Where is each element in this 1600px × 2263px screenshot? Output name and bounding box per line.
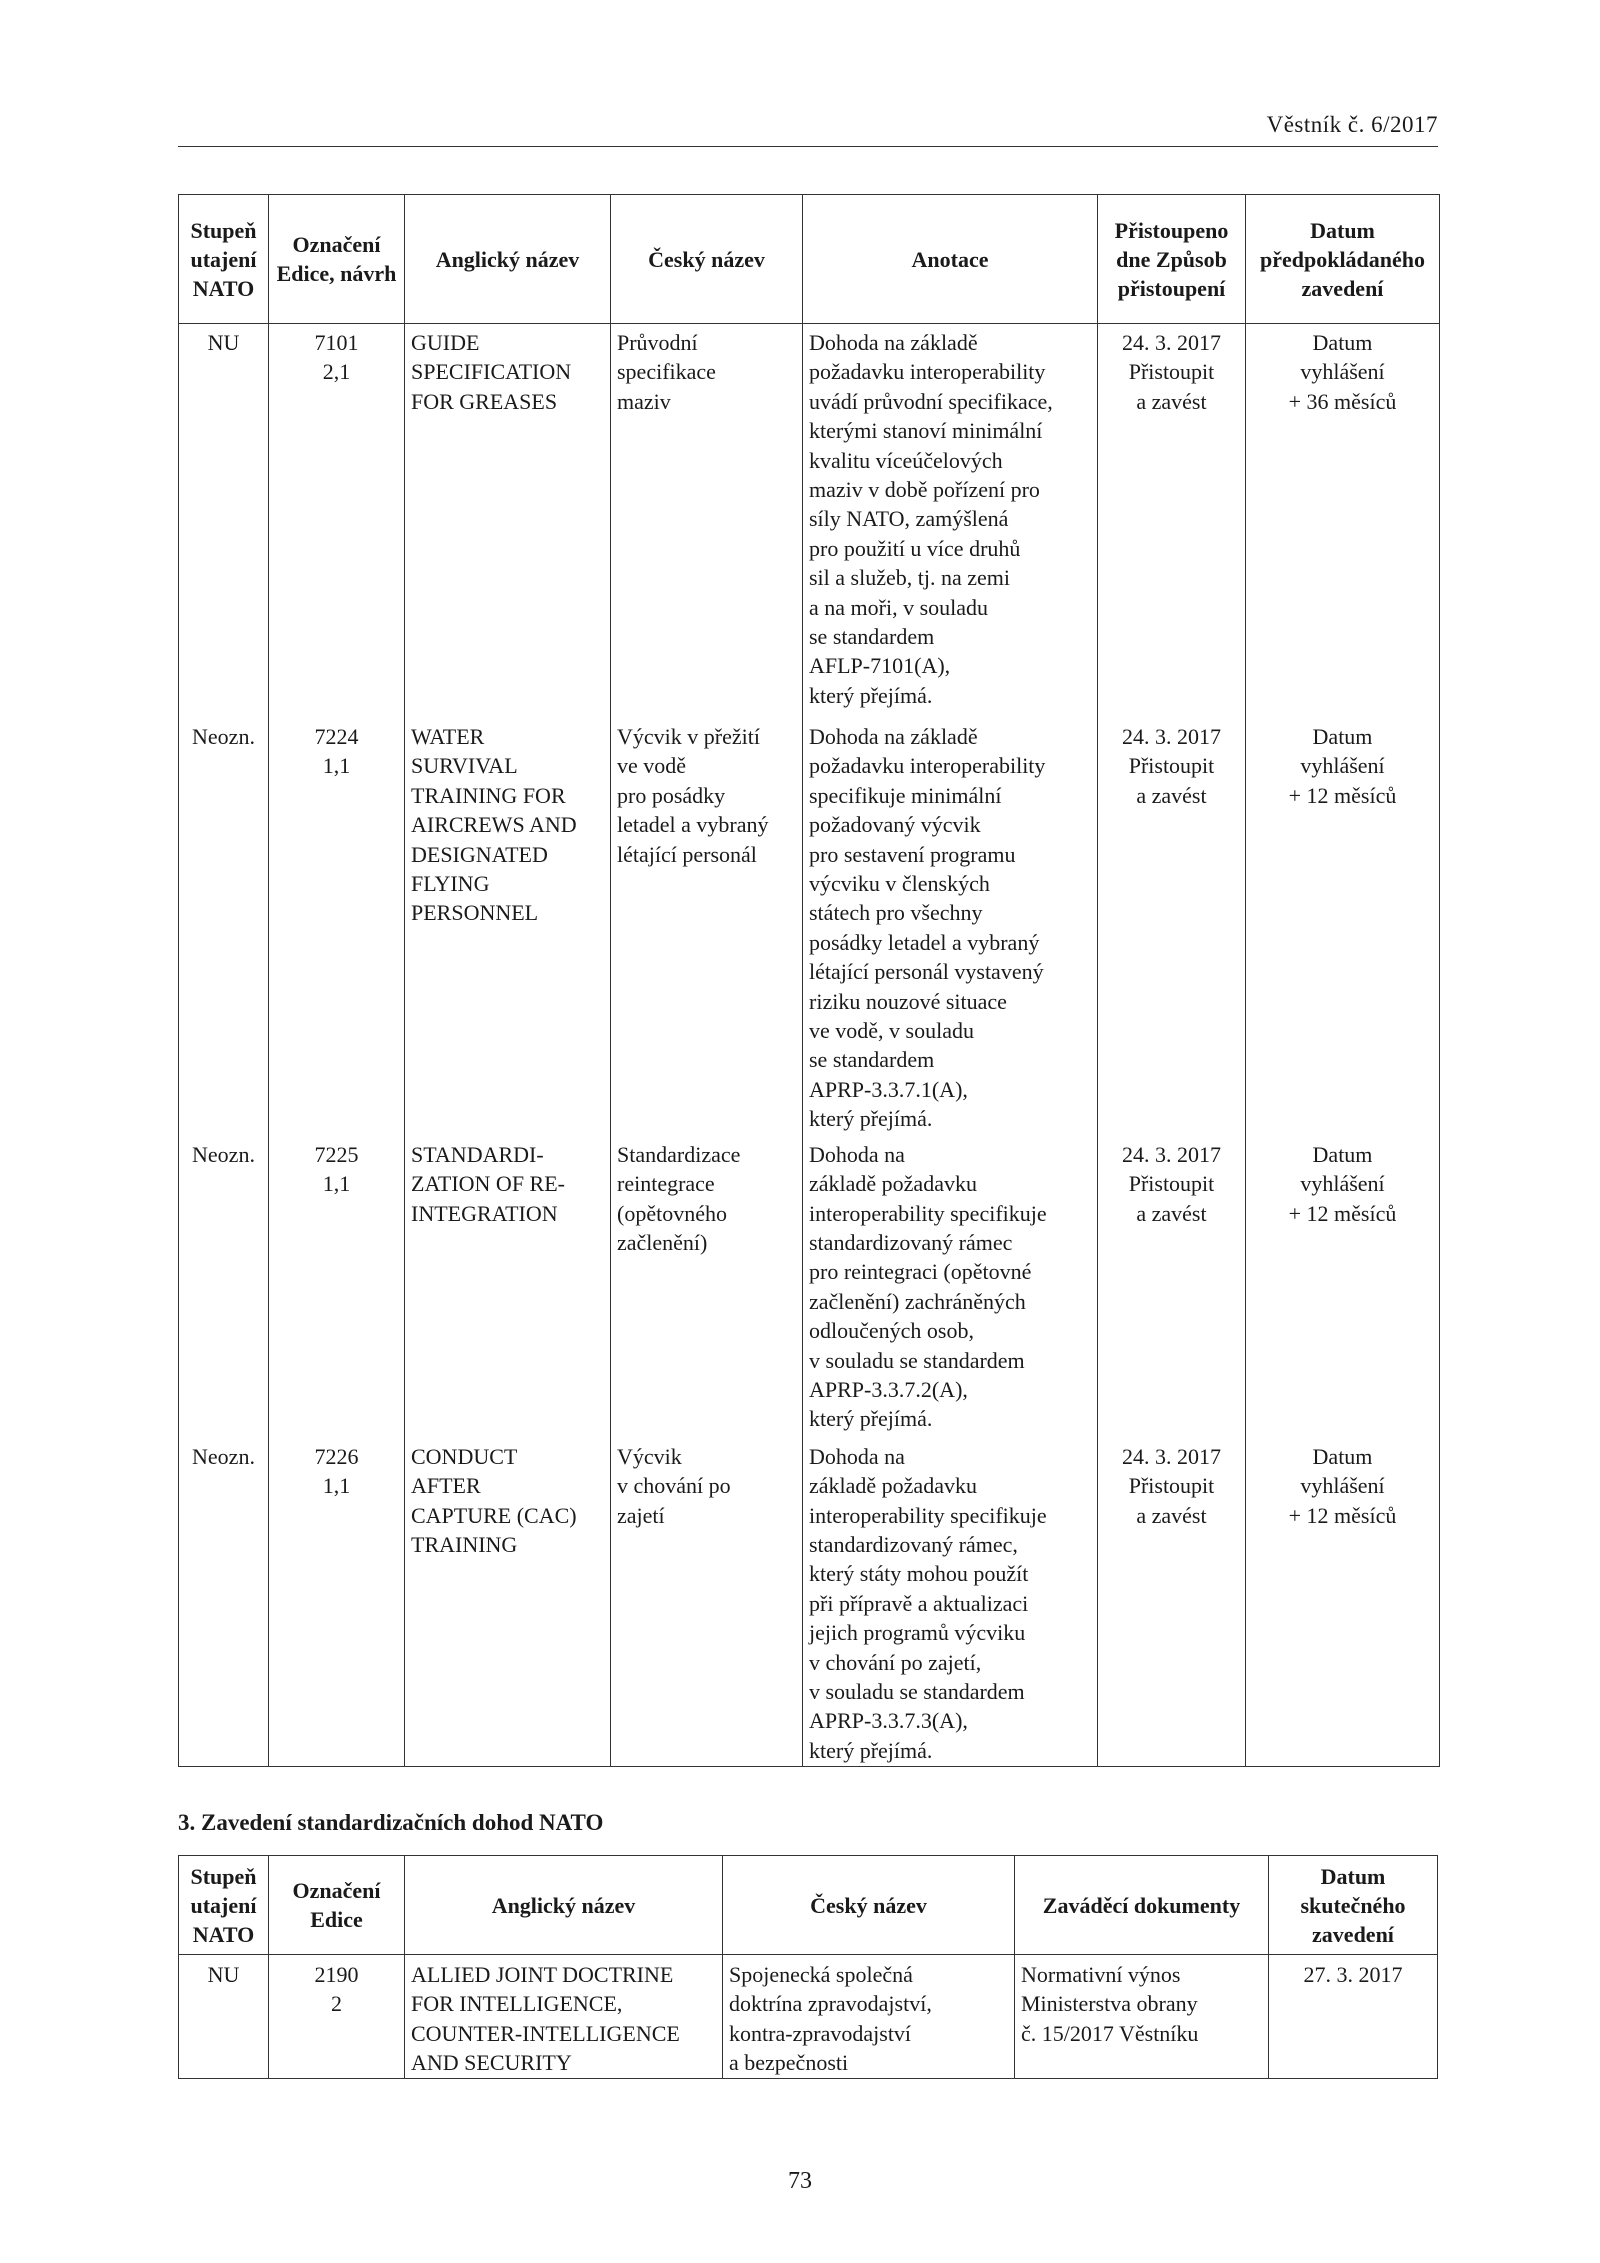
cell-anglicky: ALLIED JOINT DOCTRINE FOR INTELLIGENCE, COUNTER-INTELLIGENCE AND SECURITY xyxy=(405,1955,723,2079)
header-rule xyxy=(178,146,1438,147)
column-header-stupen: Stupeň utajení NATO xyxy=(179,195,269,324)
cell-datum: 27. 3. 2017 xyxy=(1269,1955,1438,2079)
table-header-row xyxy=(179,195,1440,324)
cell-oznaceni: 2190 2 xyxy=(269,1955,405,2079)
cell-cesky: Spojenecká společná doktrína zpravodajství, kontra-zpravodajství a bezpečnosti xyxy=(723,1955,1015,2079)
section-title: 3. Zavedení standardizačních dohod NATO xyxy=(178,1810,604,1835)
cell-datum: Datum vyhlášení + 12 měsíců xyxy=(1246,1134,1440,1436)
cell-datum: Datum vyhlášení + 12 měsíců xyxy=(1246,1436,1440,1767)
table-row xyxy=(179,1436,1440,1767)
stanag-table-implementation xyxy=(178,1855,1438,2079)
column-header-stupen: Stupeň utajení NATO xyxy=(179,1856,269,1955)
cell-stupen: Neozn. xyxy=(179,1134,269,1436)
column-header-cesky: Český název xyxy=(723,1856,1015,1955)
running-head: Věstník č. 6/2017 xyxy=(1266,112,1438,137)
cell-anglicky: STANDARDI- ZATION OF RE- INTEGRATION xyxy=(405,1134,611,1436)
cell-cesky: Standardizace reintegrace (opětovného začlenění) xyxy=(611,1134,803,1436)
cell-datum: Datum vyhlášení + 36 měsíců xyxy=(1246,324,1440,715)
cell-anotace: Dohoda na základě požadavku interoperability specifikuje standardizovaný rámec pro reintegraci (opětovné začlenění) zachráněných odloučených osob, v souladu se standardem APRP-3.3.7.2(A), který přejímá. xyxy=(803,1134,1098,1436)
cell-anglicky: WATER SURVIVAL TRAINING FOR AIRCREWS AND DESIGNATED FLYING PERSONNEL xyxy=(405,714,611,1134)
column-header-datum: Datum předpokládaného zavedení xyxy=(1246,195,1440,324)
cell-pristoupeno: 24. 3. 2017 Přistoupit a zavést xyxy=(1098,1436,1246,1767)
cell-dokumenty: Normativní výnos Ministerstva obrany č. 15/2017 Věstníku xyxy=(1015,1955,1269,2079)
cell-anotace: Dohoda na základě požadavku interoperability uvádí průvodní specifikace, kterými stanoví minimální kvalitu víceúčelových maziv v době pořízení pro síly NATO, zamýšlená pro použití u více druhů sil a služeb, tj. na zemi a na moři, v souladu se standardem AFLP-7101(A), který přejímá. xyxy=(803,324,1098,715)
cell-anotace: Dohoda na základě požadavku interoperability specifikuje standardizovaný rámec, který státy mohou použít při přípravě a aktualizaci jejich programů výcviku v chování po zajetí, v souladu se standardem APRP-3.3.7.3(A), který přejímá. xyxy=(803,1436,1098,1767)
cell-stupen: NU xyxy=(179,1955,269,2079)
column-header-oznaceni: Označení Edice, návrh xyxy=(269,195,405,324)
column-header-anotace: Anotace xyxy=(803,195,1098,324)
cell-pristoupeno: 24. 3. 2017 Přistoupit a zavést xyxy=(1098,324,1246,715)
cell-cesky: Výcvik v přežití ve vodě pro posádky letadel a vybraný létající personál xyxy=(611,714,803,1134)
cell-anotace: Dohoda na základě požadavku interoperability specifikuje minimální požadovaný výcvik pro sestavení programu výcviku v členských státech pro všechny posádky letadel a vybraný létající personál vystavený riziku nouzové situace ve vodě, v souladu se standardem APRP-3.3.7.1(A), který přejímá. xyxy=(803,714,1098,1134)
cell-stupen: Neozn. xyxy=(179,714,269,1134)
cell-pristoupeno: 24. 3. 2017 Přistoupit a zavést xyxy=(1098,1134,1246,1436)
column-header-datum: Datum skutečného zavedení xyxy=(1269,1856,1438,1955)
column-header-anglicky: Anglický název xyxy=(405,195,611,324)
cell-datum: Datum vyhlášení + 12 měsíců xyxy=(1246,714,1440,1134)
column-header-pristoupeno: Přistoupeno dne Způsob přistoupení xyxy=(1098,195,1246,324)
column-header-dokumenty: Zaváděcí dokumenty xyxy=(1015,1856,1269,1955)
cell-stupen: Neozn. xyxy=(179,1436,269,1767)
stanag-table-accession xyxy=(178,194,1440,1767)
column-header-cesky: Český název xyxy=(611,195,803,324)
cell-oznaceni: 7224 1,1 xyxy=(269,714,405,1134)
cell-anglicky: GUIDE SPECIFICATION FOR GREASES xyxy=(405,324,611,715)
cell-pristoupeno: 24. 3. 2017 Přistoupit a zavést xyxy=(1098,714,1246,1134)
cell-oznaceni: 7101 2,1 xyxy=(269,324,405,715)
cell-cesky: Výcvik v chování po zajetí xyxy=(611,1436,803,1767)
table-row xyxy=(179,1134,1440,1436)
table-row xyxy=(179,1955,1438,2079)
column-header-anglicky: Anglický název xyxy=(405,1856,723,1955)
cell-anglicky: CONDUCT AFTER CAPTURE (CAC) TRAINING xyxy=(405,1436,611,1767)
table-row xyxy=(179,324,1440,715)
cell-cesky: Průvodní specifikace maziv xyxy=(611,324,803,715)
table-row xyxy=(179,714,1440,1134)
column-header-oznaceni: Označení Edice xyxy=(269,1856,405,1955)
table-header-row xyxy=(179,1856,1438,1955)
cell-stupen: NU xyxy=(179,324,269,715)
cell-oznaceni: 7225 1,1 xyxy=(269,1134,405,1436)
cell-oznaceni: 7226 1,1 xyxy=(269,1436,405,1767)
page-number: 73 xyxy=(788,2168,812,2194)
